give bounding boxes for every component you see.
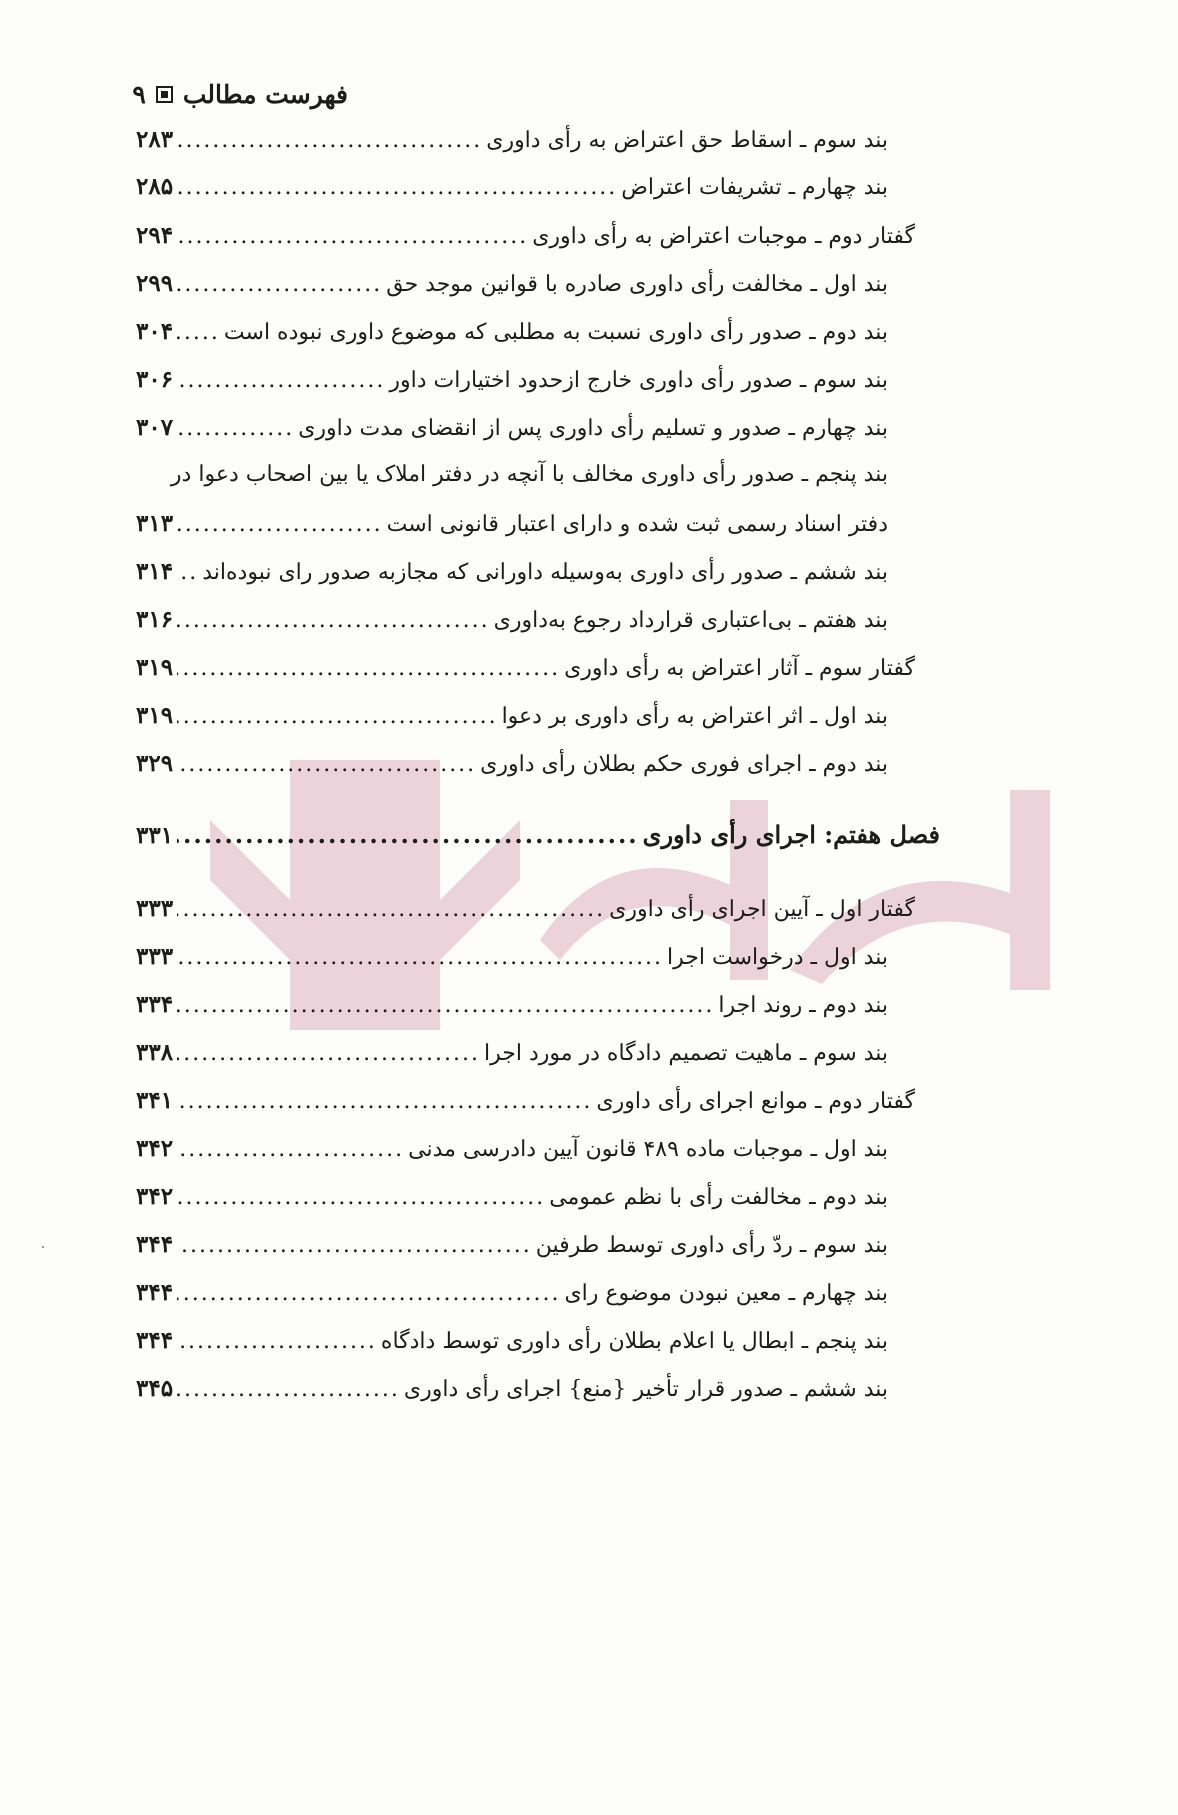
toc-entry-page: ۲۹۴ bbox=[136, 222, 174, 249]
toc-entry-page: ۳۳۴ bbox=[136, 991, 174, 1018]
leader-dots bbox=[177, 820, 639, 849]
toc-entry-page: ۳۳۳ bbox=[136, 943, 174, 970]
page-header bbox=[132, 80, 348, 109]
toc-entry-page: ۳۲۹ bbox=[136, 750, 174, 777]
toc-entry-page: ۳۰۶ bbox=[136, 366, 174, 393]
toc-entry bbox=[136, 414, 888, 450]
leader-dots bbox=[177, 320, 220, 345]
leader-dots bbox=[177, 1377, 400, 1402]
toc-entry-title: بند سوم ـ اسقاط حق اعتراض به رأی داوری bbox=[486, 128, 888, 153]
toc-entry-title: بند اول ـ اثر اعتراض به رأی داوری بر دعوا bbox=[501, 704, 888, 729]
leader-dots bbox=[177, 224, 528, 249]
scan-speck bbox=[42, 1246, 44, 1248]
toc-entry-title: گفتار دوم ـ موانع اجرای رأی داوری bbox=[596, 1089, 915, 1114]
toc-entry-title: بند اول ـ موجبات ماده ۴۸۹ قانون آیین دادرسی مدنی bbox=[408, 1137, 888, 1162]
toc-entry bbox=[136, 750, 888, 786]
toc-entry-page: ۳۳۸ bbox=[136, 1039, 174, 1066]
toc-entry-title: بند اول ـ درخواست اجرا bbox=[667, 945, 888, 970]
toc-entry-page: ۳۴۴ bbox=[136, 1231, 174, 1258]
leader-dots bbox=[177, 272, 382, 297]
toc-entry-title: بند ششم ـ صدور قرار تأخیر {منع} اجرای رأی داوری bbox=[403, 1377, 888, 1402]
toc-entry-page: ۳۱۶ bbox=[136, 606, 174, 633]
toc-entry-title: گفتار اول ـ آیین اجرای رأی داوری bbox=[609, 897, 915, 922]
toc-entry-page: ۳۱۹ bbox=[136, 702, 174, 729]
toc-entry bbox=[136, 1183, 888, 1219]
toc-entry bbox=[136, 1039, 888, 1075]
toc-entry-page: ۳۴۴ bbox=[136, 1327, 174, 1354]
toc-entry bbox=[136, 173, 888, 209]
toc-entry bbox=[136, 1087, 915, 1123]
toc-entry-page: ۳۱۹ bbox=[136, 654, 174, 681]
toc-entry-page: ۳۰۴ bbox=[136, 318, 174, 345]
leader-dots bbox=[177, 1281, 560, 1306]
toc-entry-title: بند چهارم ـ تشریفات اعتراض bbox=[621, 175, 888, 200]
toc-entry-page: ۳۴۴ bbox=[136, 1279, 174, 1306]
toc-entry-title: بند سوم ـ ماهیت تصمیم دادگاه در مورد اجرا bbox=[483, 1041, 888, 1066]
toc-entry bbox=[136, 366, 888, 402]
leader-dots bbox=[177, 608, 490, 633]
toc-entry-title: بند چهارم ـ صدور و تسلیم رأی داوری پس از انقضای مدت داوری bbox=[298, 416, 888, 441]
toc-entry bbox=[136, 1375, 888, 1411]
toc-entry-page: ۲۸۵ bbox=[136, 173, 174, 200]
leader-dots bbox=[177, 752, 476, 777]
toc-entry bbox=[136, 222, 915, 258]
leader-dots bbox=[177, 128, 482, 153]
toc-entry-title: بند پنجم ـ صدور رأی داوری مخالف با آنچه در دفتر املاک یا بین اصحاب دعوا در bbox=[170, 462, 888, 487]
toc-entry-page: ۳۱۴ bbox=[136, 558, 174, 585]
toc-entry bbox=[136, 462, 888, 498]
toc-entry-page: ۳۳۱ bbox=[136, 822, 174, 849]
toc-entry bbox=[136, 1231, 888, 1267]
toc-entry-page: ۳۴۲ bbox=[136, 1135, 174, 1162]
toc-entry-title: بند سوم ـ ردّ رأی داوری توسط طرفین bbox=[535, 1233, 888, 1258]
toc-entry bbox=[136, 558, 888, 594]
leader-dots bbox=[177, 1089, 592, 1114]
toc-entry bbox=[136, 1135, 888, 1171]
toc-entry bbox=[136, 943, 888, 979]
leader-dots bbox=[177, 1329, 377, 1354]
toc-entry-title: گفتار سوم ـ آثار اعتراض به رأی داوری bbox=[564, 656, 915, 681]
toc-entry-title: بند دوم ـ اجرای فوری حکم بطلان رأی داوری bbox=[480, 752, 888, 777]
toc-entry bbox=[136, 126, 888, 162]
toc-entry bbox=[136, 270, 888, 306]
toc-entry-title: بند چهارم ـ معین نبودن موضوع رای bbox=[564, 1281, 888, 1306]
toc-entry-page: ۳۳۳ bbox=[136, 895, 174, 922]
toc-entry-page: ۳۴۱ bbox=[136, 1087, 174, 1114]
square-bullet-icon bbox=[156, 86, 173, 103]
toc-entry-page: ۳۰۷ bbox=[136, 414, 174, 441]
leader-dots bbox=[177, 1185, 545, 1210]
leader-dots bbox=[177, 416, 294, 441]
toc-entry-title: بند پنجم ـ ابطال یا اعلام بطلان رأی داوری توسط دادگاه bbox=[380, 1329, 888, 1354]
toc-entry-title: بند دوم ـ روند اجرا bbox=[718, 993, 888, 1018]
toc-entry bbox=[136, 895, 915, 931]
toc-entry bbox=[136, 654, 915, 690]
toc-entry-page: ۲۹۹ bbox=[136, 270, 174, 297]
leader-dots bbox=[177, 897, 605, 922]
leader-dots bbox=[177, 560, 198, 585]
toc-chapter-heading bbox=[136, 820, 940, 856]
header-title: فهرست مطالب bbox=[182, 80, 348, 109]
toc-entry-page: ۳۱۳ bbox=[136, 510, 174, 537]
leader-dots bbox=[177, 512, 383, 537]
header-page-number: ۹ bbox=[132, 80, 146, 109]
leader-dots bbox=[177, 175, 617, 200]
toc-entry-title: بند سوم ـ صدور رأی داوری خارج ازحدود اختیارات داور bbox=[389, 368, 888, 393]
toc-entry-page: ۳۴۵ bbox=[136, 1375, 174, 1402]
toc-entry bbox=[136, 991, 888, 1027]
leader-dots bbox=[177, 945, 663, 970]
toc-entry-title: بند دوم ـ صدور رأی داوری نسبت به مطلبی که موضوع داوری نبوده است bbox=[223, 320, 888, 345]
leader-dots bbox=[177, 368, 385, 393]
toc-entry bbox=[136, 1327, 888, 1363]
toc-entry bbox=[136, 510, 888, 546]
toc-entry-page: ۳۴۲ bbox=[136, 1183, 174, 1210]
toc-entry-title: گفتار دوم ـ موجبات اعتراض به رأی داوری bbox=[532, 224, 915, 249]
toc-entry bbox=[136, 702, 888, 738]
leader-dots bbox=[177, 993, 714, 1018]
toc-entry-title: فصل هفتم: اجرای رأی داوری bbox=[642, 820, 940, 849]
toc-entry bbox=[136, 1279, 888, 1315]
toc-entry-title: بند اول ـ مخالفت رأی داوری صادره با قوانین موجد حق bbox=[386, 272, 888, 297]
toc-entry-title: دفتر اسناد رسمی ثبت شده و دارای اعتبار قانونی است bbox=[386, 512, 888, 537]
toc-entry-title: بند دوم ـ مخالفت رأی با نظم عمومی bbox=[549, 1185, 888, 1210]
leader-dots bbox=[177, 1041, 480, 1066]
toc-entry bbox=[136, 318, 888, 354]
toc-entry bbox=[136, 606, 888, 642]
toc-entry-page: ۲۸۳ bbox=[136, 126, 174, 153]
toc-entry-title: بند هفتم ـ بی‌اعتباری قرارداد رجوع به‌داوری bbox=[493, 608, 888, 633]
leader-dots bbox=[177, 656, 560, 681]
leader-dots bbox=[177, 1137, 404, 1162]
leader-dots bbox=[177, 704, 498, 729]
leader-dots bbox=[177, 1233, 532, 1258]
toc-entry-title: بند ششم ـ صدور رأی داوری به‌وسیله داورانی که مجازبه صدور رای نبوده‌اند bbox=[202, 560, 888, 585]
